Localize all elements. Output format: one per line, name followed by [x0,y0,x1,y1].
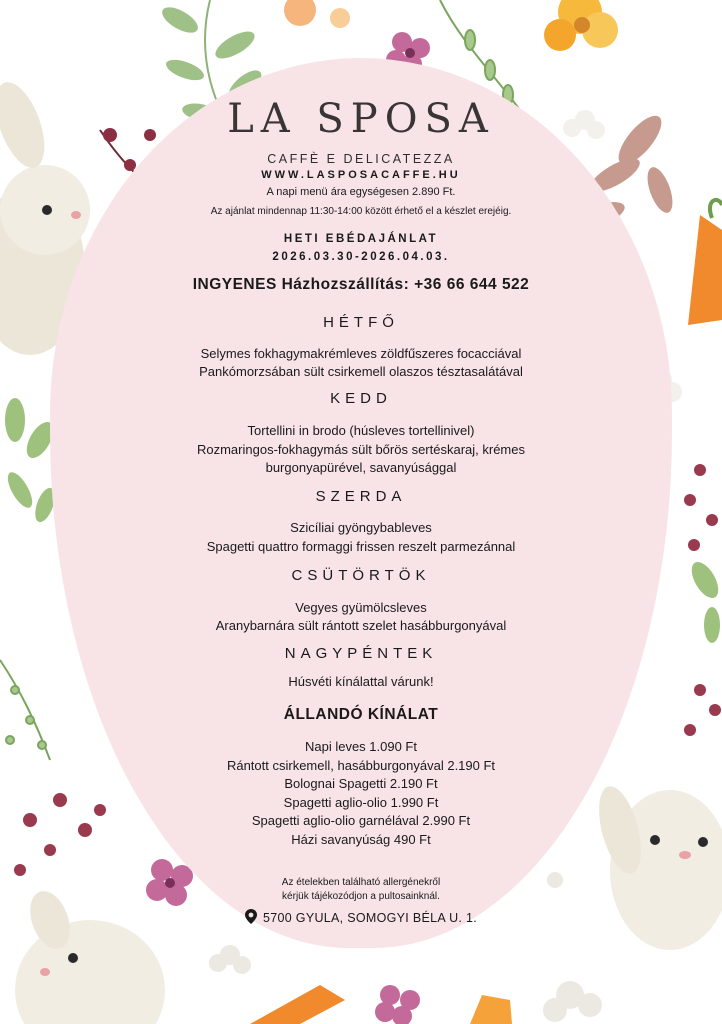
green-leaf-right-icon [686,558,722,643]
location-pin-icon [245,909,257,924]
permanent-item: Házi savanyúság 490 Ft [291,831,431,847]
dish-line: Spagetti quattro formaggi frissen reszelt parmezánnal [206,539,516,554]
allergen-note-line1: Az ételekben található allergénekről [281,877,441,888]
sprig-left-bottom-icon [0,660,50,760]
permanent-item: Rántott csirkemell, hasábburgonyával 2.190 Ft [226,757,496,773]
orange-flower-icon [284,0,350,28]
yellow-flower-icon [544,0,618,51]
dish-line: Szicíliai gyöngybableves [290,520,432,535]
brand-subtitle: CAFFÈ E DELICATEZZA [267,152,455,166]
delivery-phone[interactable]: INGYENES Házhozszállítás: +36 66 644 522 [192,276,530,293]
dish-line: Rozmaringos-fokhagymás sült bőrös sertéskaraj, krémes [196,442,525,457]
allergen-note-line2: kérjük tájékozódjon a pultosainknál. [282,891,440,902]
offer-title: HETI EBÉDAJÁNLAT [283,233,439,245]
day-title-tuesday: KEDD [330,390,392,407]
carrot-icon [688,200,722,325]
berry-branch-right-icon [684,464,721,736]
dish-line: Tortellini in brodo (húsleves tortellinivel) [247,423,475,438]
dish-line: Húsvéti kínálattal várunk! [288,674,434,689]
dish-line: Vegyes gyümölcsleves [295,600,427,615]
permanent-item: Spagetti aglio-olio 1.990 Ft [283,794,439,810]
permanent-item: Bolognai Spagetti 2.190 Ft [284,776,438,791]
dish-line: Selymes fokhagymakrémleves zöldfűszeres focacciával [200,346,522,361]
address-line [100,909,622,925]
dish-line: burgonyapürével, savanyúsággal [265,460,457,475]
dish-line: Aranybarnára sült rántott szelet hasábburgonyával [215,618,507,633]
website-link[interactable]: WWW.LASPOSACAFFE.HU [261,169,461,181]
day-title-monday: HÉTFŐ [323,314,399,331]
permanent-item: Spagetti aglio-olio garnélával 2.990 Ft [251,813,471,828]
address-text: 5700 GYULA, SOMOGYI BÉLA U. 1. [263,911,477,925]
availability-note: Az ajánlat mindennap 11:30-14:00 között érhető el a készlet erejéig. [210,206,512,217]
permanent-offer-title: ÁLLANDÓ KÍNÁLAT [283,706,439,723]
red-berry-bottom-left-icon [14,793,106,876]
date-range: 2026.03.30-2026.04.03. [272,251,450,263]
permanent-offer-list [100,738,622,849]
dish-line: Pankómorzsában sült csirkemell olaszos tésztasalátával [199,364,523,379]
day-title-thursday: CSÜTÖRTÖK [291,567,431,584]
price-note: A napi menü ára egységesen 2.890 Ft. [266,186,456,198]
day-title-friday: NAGYPÉNTEK [284,645,438,662]
day-title-wednesday: SZERDA [315,488,407,505]
permanent-item: Napi leves 1.090 Ft [304,739,417,754]
bunny-bottom-left-icon [15,886,165,1024]
brand-logo: LA SPOSA [227,96,495,142]
